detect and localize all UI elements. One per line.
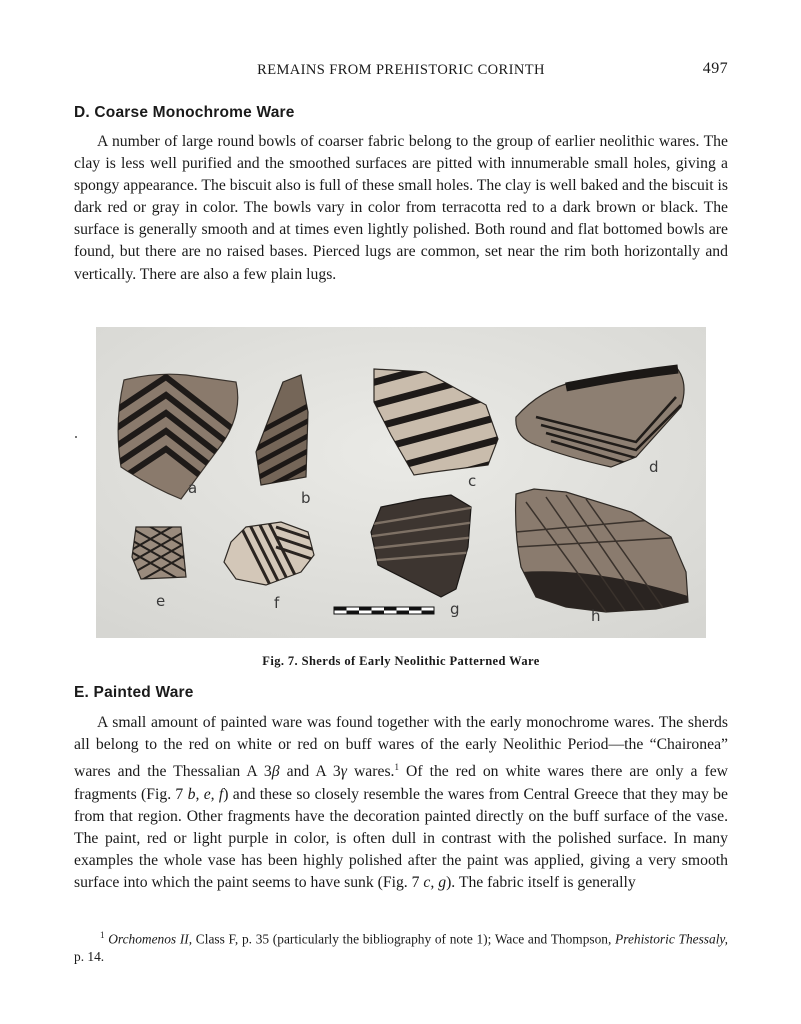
footnote-work-2: Prehistoric Thessaly, — [615, 931, 728, 947]
section-e-text-5: ) and these so closely resemble the wares from Central Greece that they may be from that region. Other fragments have the decoration painted directly on the buff surface of the vase. The paint, red or light purple in color, is often dull in contrast with the polished surface. In many examples the whole vase has been highly polished after the paint was applied, giving a very smooth surface into which the paint seems to have sunk (Fig. 7 — [74, 785, 728, 891]
label-d: d — [649, 458, 659, 476]
section-e-text-6: ). The fabric itself is generally — [446, 873, 636, 891]
section-d-paragraph: A number of large round bowls of coarser fabric belong to the group of earlier neolithic wares. The clay is less well purified and the smoothed surfaces are pitted with innumerable small holes, giving a spongy appearance. The biscuit also is full of these small holes. The clay is well baked and the biscuit is dark red or gray in color. The bowls vary in color from terracotta red to a dark brown or black. The surface is generally smooth and at times even lightly polished. Both round and flat bottomed bowls are found, but there are no raised bases. Pierced lugs are common, set near the rim both horizontally and vertically. There are also a few plain lugs. — [74, 133, 728, 283]
label-c: c — [468, 472, 477, 490]
section-heading-d: D. Coarse Monochrome Ware — [74, 104, 295, 121]
label-a: a — [188, 479, 198, 497]
footnote-text-2: p. 14. — [74, 949, 105, 965]
figure-reference-1: b, e, f — [187, 785, 224, 803]
label-b: b — [301, 489, 311, 507]
label-g: g — [450, 600, 460, 618]
sherds-photograph — [96, 327, 706, 638]
section-e-text-2: and A 3 — [279, 763, 341, 781]
running-head-title: REMAINS FROM PREHISTORIC CORINTH — [257, 62, 545, 78]
section-e-text-4: Of the red on white wares there are only a few fragments (Fig. 7 — [74, 763, 728, 803]
footnote-number: 1 — [100, 930, 105, 940]
figure-7 — [96, 327, 706, 638]
footnote-reference: 1 — [394, 762, 399, 773]
figure-caption: Fig. 7. Sherds of Early Neolithic Patterned Ware — [262, 654, 540, 668]
scale-bar — [334, 607, 434, 614]
section-e-paragraph — [74, 712, 728, 894]
footnote-text-1: Class F, p. 35 (particularly the bibliography of note 1); Wace and Thompson, — [192, 931, 616, 947]
footnote — [74, 926, 728, 966]
section-heading-e: E. Painted Ware — [74, 684, 194, 701]
section-e-text-3: wares. — [346, 763, 395, 781]
running-head — [74, 60, 728, 82]
gamma-symbol: γ — [340, 763, 347, 781]
beta-symbol: β — [271, 763, 280, 781]
label-h: h — [591, 607, 601, 625]
label-e: e — [156, 592, 166, 610]
page-number: 497 — [702, 60, 728, 77]
label-f: f — [274, 594, 280, 612]
section-e-text-1: A small amount of painted ware was found together with the early monochrome wares. The sherds all belong to the red on white or red on buff wares of the early Neolithic Period—the “Chaironea” wares and the Thessalian A 3 — [74, 714, 728, 781]
footnote-work-1: Orchomenos II, — [108, 931, 193, 947]
figure-reference-2: c, g — [423, 873, 447, 891]
stray-mark — [75, 436, 77, 438]
